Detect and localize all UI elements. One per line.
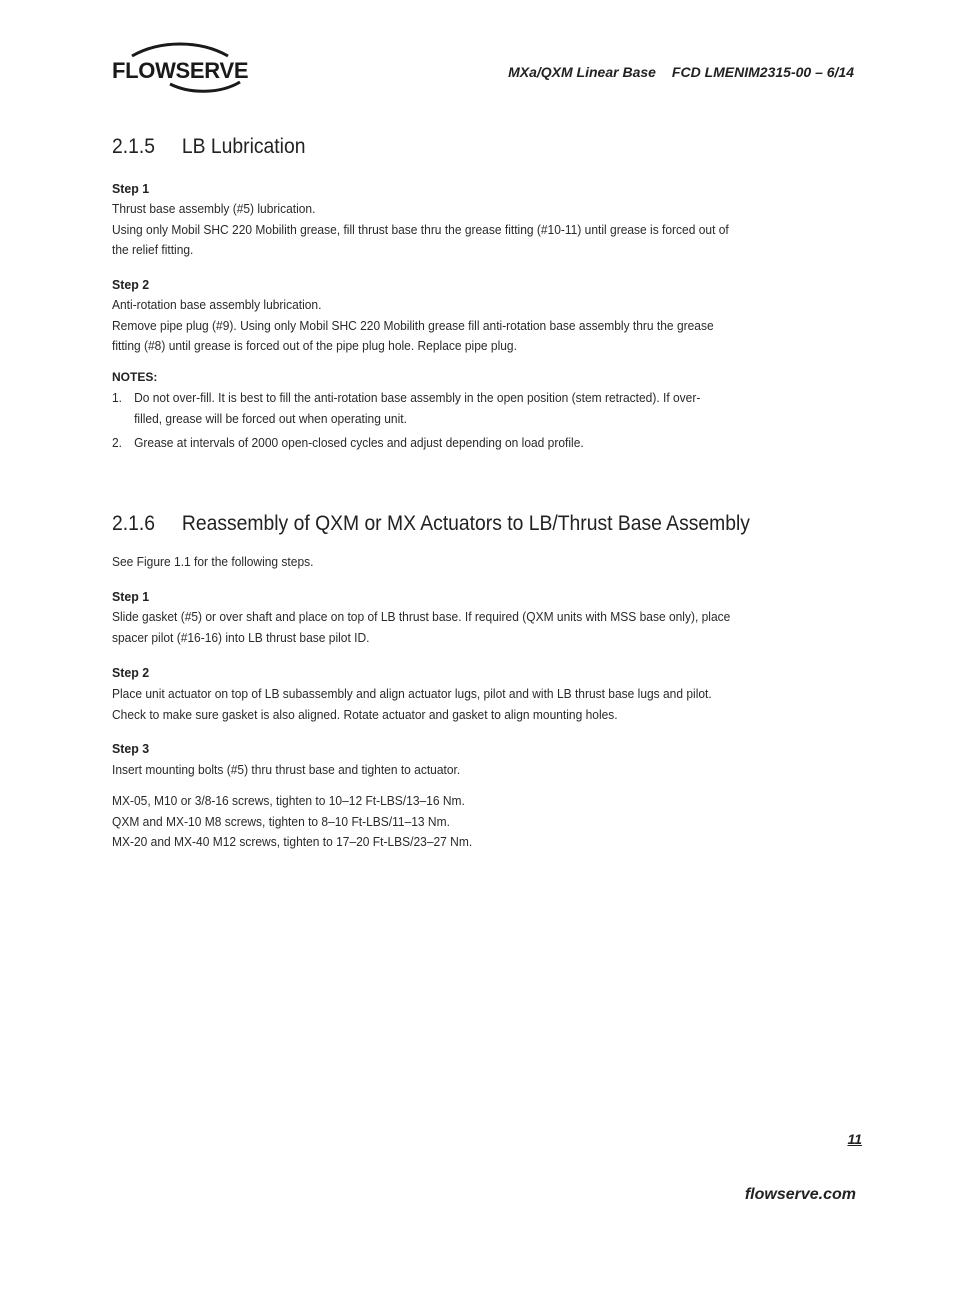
- step-body: [112, 607, 736, 648]
- step-body: [112, 684, 736, 725]
- document-code: FCD LMENIM2315-00 – 6/14: [671, 64, 854, 80]
- paragraph: Anti-rotation base assembly lubrication.: [112, 298, 322, 312]
- logo-wordmark: FLOWSERVE: [112, 58, 249, 83]
- footer-website: flowserve.com: [744, 1186, 856, 1203]
- section-title: LB Lubrication: [181, 135, 306, 158]
- note-text: Do not over-fill. It is best to fill the anti-rotation base assembly in the open position (stem retracted). If over-filled, grease will be forced out when operating unit.: [134, 391, 701, 426]
- paragraph: Slide gasket (#5) or over shaft and place on top of LB thrust base. If required (QXM units with MSS base only), place spacer pilot (#16-16) into LB thrust base pilot ID.: [112, 610, 731, 645]
- note-item: [112, 388, 726, 429]
- section-heading-2-1-5: [112, 135, 756, 159]
- step-body: [112, 760, 736, 781]
- torque-spec-line: MX-20 and MX-40 M12 screws, tighten to 17–20 Ft-LBS/23–27 Nm.: [112, 835, 473, 849]
- paragraph: Remove pipe plug (#9). Using only Mobil SHC 220 Mobilith grease fill anti-rotation base assembly thru the grease fitting (#8) until grease is forced out of the pipe plug hole. Replace pipe plug.: [112, 318, 714, 353]
- paragraph: Thrust base assembly (#5) lubrication.: [112, 202, 316, 216]
- section-heading-2-1-6: [112, 512, 811, 536]
- paragraph: Insert mounting bolts (#5) thru thrust base and tighten to actuator.: [112, 763, 461, 777]
- paragraph: See Figure 1.1 for the following steps.: [112, 555, 314, 569]
- flowserve-logo: [110, 42, 250, 98]
- note-number: 2.: [112, 436, 123, 450]
- note-number: 1.: [112, 391, 123, 405]
- step-label: Step 2: [112, 277, 150, 292]
- step-body: [112, 295, 736, 357]
- note-text: Grease at intervals of 2000 open-closed cycles and adjust depending on load profile.: [134, 436, 584, 450]
- document-title: MXa/QXM Linear Base: [508, 64, 656, 80]
- step-body: [112, 199, 736, 261]
- section-number: 2.1.5: [112, 135, 155, 158]
- notes-label: NOTES:: [112, 370, 158, 384]
- paragraph: Using only Mobil SHC 220 Mobilith grease, fill thrust base thru the grease fitting (#10-11) until grease is forced out of the relief fitting.: [112, 222, 729, 257]
- step-label: Step 1: [112, 589, 150, 604]
- step-label: Step 3: [112, 741, 150, 756]
- section-number: 2.1.6: [112, 512, 155, 535]
- torque-spec-line: MX-05, M10 or 3/8-16 screws, tighten to 10–12 Ft-LBS/13–16 Nm.: [112, 794, 465, 808]
- torque-specs: [112, 791, 736, 853]
- step-label: Step 1: [112, 181, 150, 196]
- section-title: Reassembly of QXM or MX Actuators to LB/Thrust Base Assembly: [181, 512, 750, 535]
- note-item: [112, 433, 726, 454]
- torque-spec-line: QXM and MX-10 M8 screws, tighten to 8–10 Ft-LBS/11–13 Nm.: [112, 814, 450, 829]
- document-header: [460, 64, 854, 80]
- page-number: 11: [847, 1131, 862, 1147]
- section-intro: [112, 552, 736, 573]
- step-label: Step 2: [112, 665, 150, 680]
- paragraph: Place unit actuator on top of LB subassembly and align actuator lugs, pilot and with LB thrust base lugs and pilot. Check to make sure gasket is also aligned. Rotate actuator and gasket to align mounting holes.: [112, 687, 712, 722]
